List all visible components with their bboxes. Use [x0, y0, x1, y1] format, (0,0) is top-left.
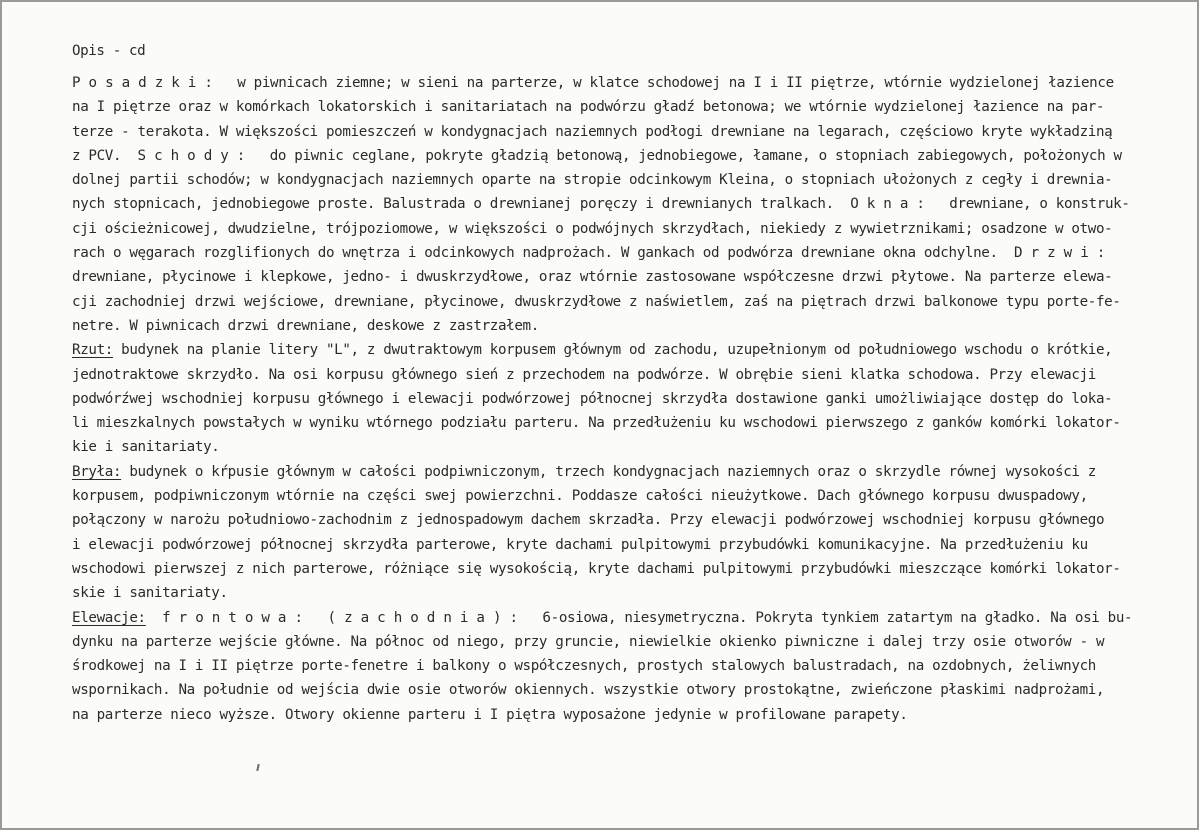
text-line: [72, 168, 1132, 192]
text-segment: budynek o kŕpusie głównym w całości podpiwniczonym, trzech kondygnacjach naziemnych oraz o skrzydle równej wysokości z: [121, 463, 1096, 480]
text-segment: li mieszkalnych powstałych w wyniku wtórnego podziału parteru. Na przedłużeniu ku wschodowi pierwszego z ganków komórki lokator-: [72, 415, 1121, 432]
text-segment: podwórźwej wschodniej korpusu głównego i elewacji podwórzowej północnej skrzydła dostawione ganki umożliwiające dostęp do loka-: [72, 390, 1113, 407]
text-line: [72, 290, 1132, 314]
underlined-section-label: Elewacje:: [72, 609, 146, 626]
text-line: [72, 217, 1132, 241]
text-line: [72, 557, 1132, 581]
document-body: [72, 71, 1132, 727]
text-line: [72, 581, 1132, 605]
text-segment: dolnej partii schodów; w kondygnacjach naziemnych oparte na stropie odcinkowym Kleina, o stopniach ułożonych z cegły i drewnia-: [72, 172, 1113, 189]
text-line: [72, 484, 1132, 508]
text-line: [72, 265, 1132, 289]
text-line: [72, 71, 1132, 95]
spaced-section-label: Okna:: [850, 196, 933, 213]
text-segment: budynek na planie litery "L", z dwutraktowym korpusem głównym od zachodu, uzupełnionym od południowego wschodu o krótkie,: [112, 342, 1113, 359]
text-line: [72, 95, 1132, 119]
text-segment: wspornikach. Na południe od wejścia dwie osie otworów okiennych. wszystkie otwory prostokątne, zwieńczone płaskimi nadprożami,: [72, 682, 1105, 699]
text-line: [72, 654, 1132, 678]
text-segment: drewniane, o konstruk-: [932, 196, 1130, 213]
text-line: [72, 630, 1132, 654]
text-line: [72, 314, 1132, 338]
text-line: [72, 606, 1132, 630]
text-segment: netre. W piwnicach drzwi drewniane, deskowe z zastrzałem.: [72, 317, 539, 334]
text-segment: cji ościeżnicowej, dwudzielne, trójpoziomowe, w większości o podwójnych skrzydłach, niekiedy z wywietrznikami; osadzone w otwo-: [72, 220, 1113, 237]
text-segment: korpusem, podpiwniczonym wtórnie na części swej powierzchni. Poddasze całości nieużytkowe. Dach głównego korpusu dwuspadowy,: [72, 488, 1088, 505]
text-segment: jednotraktowe skrzydło. Na osi korpusu głównego sień z przechodem na podwórze. W obrębie sieni klatka schodowa. Przy elewacji: [72, 366, 1096, 383]
text-segment: drewniane, płycinowe i klepkowe, jedno- i dwuskrzydłowe, oraz wtórnie zastosowane współczesne drzwi płytowe. Na parterze elewa-: [72, 269, 1113, 286]
text-segment: cji zachodniej drzwi wejściowe, drewniane, płycinowe, dwuskrzydłowe z naświetlem, zaś na piętrach drzwi balkonowe typu porte-fe-: [72, 293, 1121, 310]
text-segment: środkowej na I i II piętrze porte-fenetre i balkony o współczesnych, prostych stalowych balustradach, na ozdobnych, żeliwnych: [72, 658, 1096, 675]
text-line: [72, 703, 1132, 727]
text-segment: w piwnicach ziemne; w sieni na parterze, w klatce schodowej na I i II piętrze, wtórnie wydzielonej łazience: [220, 75, 1114, 91]
document-heading: Opis - cd: [72, 43, 146, 59]
text-line: [72, 120, 1132, 144]
underlined-section-label: Rzut:: [72, 342, 113, 359]
text-line: [72, 387, 1132, 411]
spaced-section-label: Drzwi:: [1014, 245, 1114, 262]
text-segment: 6-osiowa, niesymetryczna. Pokryta tynkiem zatartym na gładko. Na osi bu-: [526, 609, 1133, 626]
spaced-section-label: frontowa: (zachodnia):: [162, 609, 527, 626]
text-segment: na parterze nieco wyższe. Otwory okienne parteru i I piętra wyposażone jedynie w profilowane parapety.: [72, 706, 908, 723]
text-segment: na I piętrze oraz w komórkach lokatorskich i sanitariatach na podwórzu gładź betonowa; we wtórnie wydzielonej łazience na par-: [72, 99, 1105, 116]
text-segment: i elewacji podwórzowej północnej skrzydła parterowe, kryte dachami pulpitowymi przybudówki komunikacyjne. Na przedłużeniu ku: [72, 536, 1088, 553]
text-line: [72, 533, 1132, 557]
text-line: [72, 338, 1132, 362]
underlined-section-label: Bryła:: [72, 463, 122, 480]
stray-mark: [256, 764, 259, 771]
text-segment: dynku na parterze wejście główne. Na północ od niego, przy gruncie, niewielkie okienko piwniczne i dalej trzy osie otworów - w: [72, 633, 1105, 650]
text-segment: nych stopnicach, jednobiegowe proste. Balustrada o drewnianej poręczy i drewnianych tralkach.: [72, 196, 851, 213]
text-segment: [146, 610, 162, 626]
text-segment: połączony w narożu południowo-zachodnim z jednospadowym dachem skrzadła. Przy elewacji podwórzowej wschodniej korpusu głównego: [72, 512, 1105, 529]
text-line: [72, 192, 1132, 216]
text-segment: rach o węgarach rozglifionych do wnętrza i odcinkowych nadprożach. W gankach od podwórza drewniane okna odchylne.: [72, 245, 1015, 262]
text-line: [72, 411, 1132, 435]
text-line: [72, 435, 1132, 459]
spaced-section-label: Posadzki:: [72, 75, 221, 91]
text-line: [72, 460, 1132, 484]
text-segment: kie i sanitariaty.: [72, 439, 220, 456]
text-line: [72, 508, 1132, 532]
text-segment: wschodowi pierwszej z nich parterowe, różniące się wysokością, kryte dachami pulpitowymi przybudówki mieszczące komórki lokator-: [72, 560, 1121, 577]
text-segment: terze - terakota. W większości pomieszczeń w kondygnacjach naziemnych podłogi drewniane na legarach, częściowo kryte wykładziną: [72, 123, 1113, 140]
text-segment: z PCV.: [72, 147, 138, 164]
text-segment: do piwnic ceglane, pokryte gładzią betonową, jednobiegowe, łamane, o stopniach zabiegowych, położonych w: [253, 147, 1122, 164]
text-line: [72, 678, 1132, 702]
spaced-section-label: Schody:: [137, 147, 254, 164]
text-line: [72, 144, 1132, 168]
text-segment: skie i sanitariaty.: [72, 585, 228, 602]
text-line: [72, 363, 1132, 387]
text-line: [72, 241, 1132, 265]
